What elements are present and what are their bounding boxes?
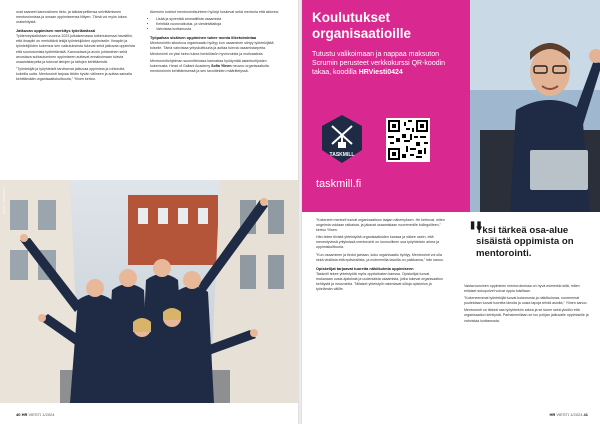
photo-caption: KUVA: TASKMILL bbox=[2, 186, 6, 215]
subheading: Opiskelijat tarjoavat tuoreita näkökulmia oppimiseen bbox=[316, 265, 414, 271]
person-name: Sofia Ylinen bbox=[211, 63, 232, 68]
logo-text: TASKMILL bbox=[329, 152, 355, 158]
paragraph: "Kokeneemmat työntekijät tuovat kokemusta ja näkökulmaa, nuoremmat puolestaan tuovat tuoreita ideoita ja uusia tapoja tehdä asioita," Ylinen sanoo. bbox=[464, 296, 588, 306]
ad-url-link[interactable]: taskmill.fi bbox=[316, 178, 362, 190]
magazine-name: HR bbox=[549, 412, 556, 417]
left-page bbox=[0, 0, 298, 424]
quote-mark-icon: " bbox=[468, 216, 484, 251]
pull-quote: Yksi tärkeä osa-alue sisäistä oppimista on mentorointi. bbox=[476, 225, 574, 259]
list-item: • Vahvistaa luottamusta bbox=[156, 27, 282, 32]
ad-body bbox=[312, 50, 462, 78]
text: Mentorointiohjelman suunnittelussa kannattaa hyödyntää asiantuntijoiden kokemusta. Head of Gallant Academy bbox=[150, 58, 267, 68]
right-page bbox=[302, 0, 600, 424]
paragraph: ovat saaneet kannustimen tieto- ja taitotarpeittensa selvittämiseen mentoroinnissa ja omaan oppimiseensa liittyen. Tämä voi myös tukea urakehitystä. bbox=[16, 10, 127, 25]
paragraph: Taskmill tekee yhteistyötä myös oppilaitosten kanssa. Opiskelijat tuovat mukanaan uusia ajatuksia ja uudenlaista osaamista, jotka tukevat organisaation kehitystä ja innovointia. Tällaiset yhteistyöt rakentavat siltoja opiskelun ja työelämän välille. bbox=[316, 271, 443, 292]
paragraph: Mentorointiin sitoutuva organisaatio hyötyy kun osaaminen siirtyy työntekijältä toiselle. Tämä vahvistaa yrityskulttuuria ja auttaa tulevia osaamistarpeita. Mentorointi on yksi keino tukea henkilöstön hyvinvointia ja motivaatiota. bbox=[150, 41, 274, 56]
list-item: • Lisää ja syventää ammatillista osaamista bbox=[156, 17, 282, 22]
subheading: Työpaikan sisäinen oppiminen tukee monia liiketoimintaa bbox=[150, 35, 257, 41]
page-number: 41 bbox=[583, 412, 588, 417]
paragraph: Työterveyslaitoksen vuonna 2023 julkaisemassa tutkimuksessa havaittiin, että ilmapiiri on merkittävä tekijä työntekijöiden oppimiselle. Ilmapiiri ja työntekijöiden kokemus sen vaikutuksesta tukevat sekä jatkuvaa oppimista että suoriutumista työtehtävistä. Kannustava ja avoin johtaminen sekä arvostava suhtautuminen oppimiseen auttavat ennakoimaan tulevia osaamistarpeita ja tukevat tietojen ja taitojen kehittämistä. bbox=[16, 34, 135, 64]
magazine-name: HR bbox=[21, 412, 28, 417]
team-photo bbox=[0, 180, 298, 403]
ad-text: Tutustu valikoimaan ja nappaa maksuton Scrumin perusteet verkkokurssi QR-koodin takaa, koodilla bbox=[312, 51, 446, 77]
right-column-2 bbox=[464, 284, 590, 326]
paragraph: Aiemmin todetut mentorointisuhteen hyödyt koskevat sekä mentoria että aktorea: bbox=[150, 10, 279, 14]
bullet-list bbox=[150, 17, 282, 32]
paragraph: Vastavuoroinen oppiminen mentoroinnissa on hyvä esimerkki siitä, miten erilaiset sukupolvet voivat oppia toisiltaan. bbox=[464, 284, 580, 294]
paragraph: Hän tekee tiivistä yhteistyötä organisaatioiden kanssa ja näkee usein, että menestyvissä yrityksissä mentorointi on luonnollinen osa työyhteisön arkea ja oppimiskulttuuria. bbox=[316, 235, 440, 250]
magazine-issue: VIESTI 1/2024 bbox=[28, 412, 55, 417]
page-number: 40 bbox=[16, 412, 21, 417]
paragraph: "Kokeneet mentorit tuovat organisaatioon laajan näkemyksen. He kertovat, miten ongelmia voidaan ratkaista, ja jakavat osaamistaan nuoremmille kollegoilleen," kertoo Ylinen. bbox=[316, 218, 445, 233]
taskmill-ad bbox=[302, 0, 600, 212]
paragraph bbox=[150, 59, 282, 74]
text: neuvoo organisaatioita mentoroinnin kehittämisessä ja sen tavoitteiden määrittelyssä. bbox=[150, 63, 269, 73]
right-folio bbox=[550, 412, 589, 417]
magazine-issue: VIESTI 1/2024 bbox=[556, 412, 583, 417]
right-column-1 bbox=[316, 218, 446, 294]
paragraph: Mentorointi on tärkeä osa työyhteisön arkea ja se tukee sekä yksilön että organisaation kehitystä. Parhaimmillaan se luo pohjan jatkuvalle oppimiselle ja vahvistaa luottamusta. bbox=[464, 308, 589, 323]
left-column-1 bbox=[16, 10, 136, 84]
ad-title: Koulutukset organisaatioille bbox=[312, 10, 412, 41]
subheading: Jatkuvan oppimisen merkitys työelämässä bbox=[16, 28, 95, 34]
qr-code[interactable] bbox=[386, 118, 430, 162]
left-folio bbox=[16, 412, 55, 417]
promo-code: HRViesti0424 bbox=[358, 69, 403, 77]
left-column-2 bbox=[150, 10, 282, 76]
taskmill-logo-icon bbox=[320, 114, 364, 164]
paragraph: "Työntekijät ja työyhteisöt tarvitsevat jatkuvaa oppimista ja rohkeutta kokeilla uutta. Mentorointi tarjoaa tähän hyvän välineen ja auttaa samalla kehittämään organisaatiokulttuuria," Ylinen kertoo. bbox=[16, 66, 132, 82]
ad-person-photo bbox=[470, 0, 600, 212]
paragraph: "Kun osaaminen ja tiedot jaetaan, koko organisaatio hyötyy. Mentorointi voi olla sekä virallista että epävirallista, ja molemmilla tavoilla on paikkansa," hän sanoo. bbox=[316, 252, 444, 262]
list-item: • Kehittää vuorovaikutus- ja viestintätaitoja bbox=[156, 22, 282, 27]
